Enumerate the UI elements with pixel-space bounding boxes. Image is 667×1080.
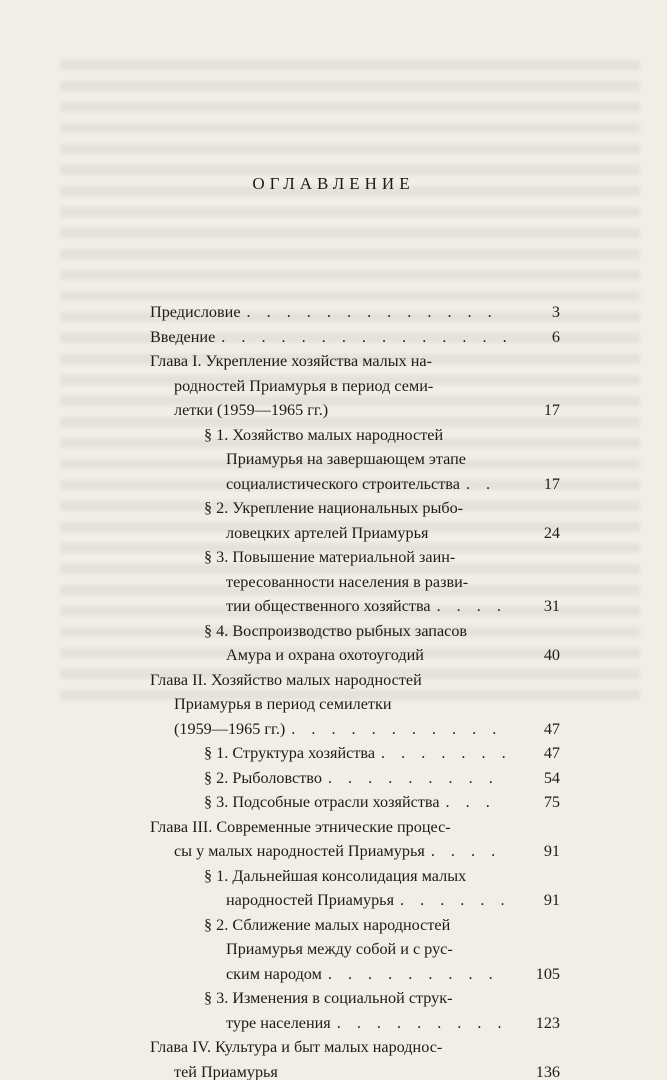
page-number: 31 — [543, 597, 560, 615]
page-number: 24 — [543, 523, 560, 542]
page-number: 91 — [543, 842, 560, 860]
toc-entry-section-2-2: § 2. Рыболовство . . . 54 — [150, 766, 560, 791]
toc-entry-section-2-1: § 1. Структура хозяйства . . . 47 — [150, 741, 560, 766]
page-number: 105 — [535, 964, 560, 983]
page-number: 91 — [543, 891, 560, 909]
page-number: 40 — [543, 646, 560, 664]
toc-entry-section-3-3: § 3. Изменения в социальной струк- туре населения . . . 123 — [150, 986, 560, 1035]
page-number: 75 — [543, 793, 560, 811]
toc-entry-section-1-3: § 3. Повышение материальной заин- тересованности населения в разви- тии общественного хозяйства . . . 31 — [150, 545, 560, 619]
toc-entry-section-1-4: § 4. Воспроизводство рыбных запасов Амура и охрана охотоугодий 40 — [150, 619, 560, 668]
page-title: ОГЛАВЛЕНИЕ — [252, 174, 415, 193]
toc-entry-section-1-2: § 2. Укрепление национальных рыбо- ловецких артелей Приамурья 24 — [150, 496, 560, 545]
toc-entry-introduction: Введение . . . 6 — [150, 325, 560, 350]
toc-entry-chapter-3: Глава III. Современные этнические процес- сы у малых народностей Приамурья . . . 91 — [150, 815, 560, 864]
toc-entry-chapter-2: Глава II. Хозяйство малых народностей Приамурья в период семилетки (1959—1965 гг.) . . . 47 — [150, 668, 560, 742]
toc-entry-section-3-1: § 1. Дальнейшая консолидация малых народностей Приамурья . . . 91 — [150, 864, 560, 913]
page-number: 123 — [535, 1013, 560, 1032]
page-number: 47 — [543, 744, 560, 762]
toc-entry-chapter-1: Глава I. Укрепление хозяйства малых на- родностей Приамурья в период семи- летки (1959—1965 гг.) 17 — [150, 349, 560, 423]
page-number: 17 — [543, 401, 560, 419]
page-number: 6 — [551, 327, 560, 346]
page-number: 3 — [551, 303, 560, 321]
toc-entry-chapter-4: Глава IV. Культура и быт малых народнос- тей Приамурья 136 — [150, 1035, 560, 1080]
page-number: 54 — [543, 768, 560, 787]
table-of-contents — [150, 300, 560, 1080]
toc-entry-section-1-1: § 1. Хозяйство малых народностей Приамурья на завершающем этапе социалистического строительства . . . 17 — [150, 423, 560, 497]
toc-entry-section-2-3: § 3. Подсобные отрасли хозяйства . . . 75 — [150, 790, 560, 815]
page-number: 17 — [543, 474, 560, 493]
toc-entry-section-3-2: § 2. Сближение малых народностей Приамурья между собой и с рус- ским народом . . . 105 — [150, 913, 560, 987]
page-number: 136 — [535, 1062, 560, 1080]
toc-entry-preface: Предисловие . . . 3 — [150, 300, 560, 325]
page-number: 47 — [543, 719, 560, 738]
